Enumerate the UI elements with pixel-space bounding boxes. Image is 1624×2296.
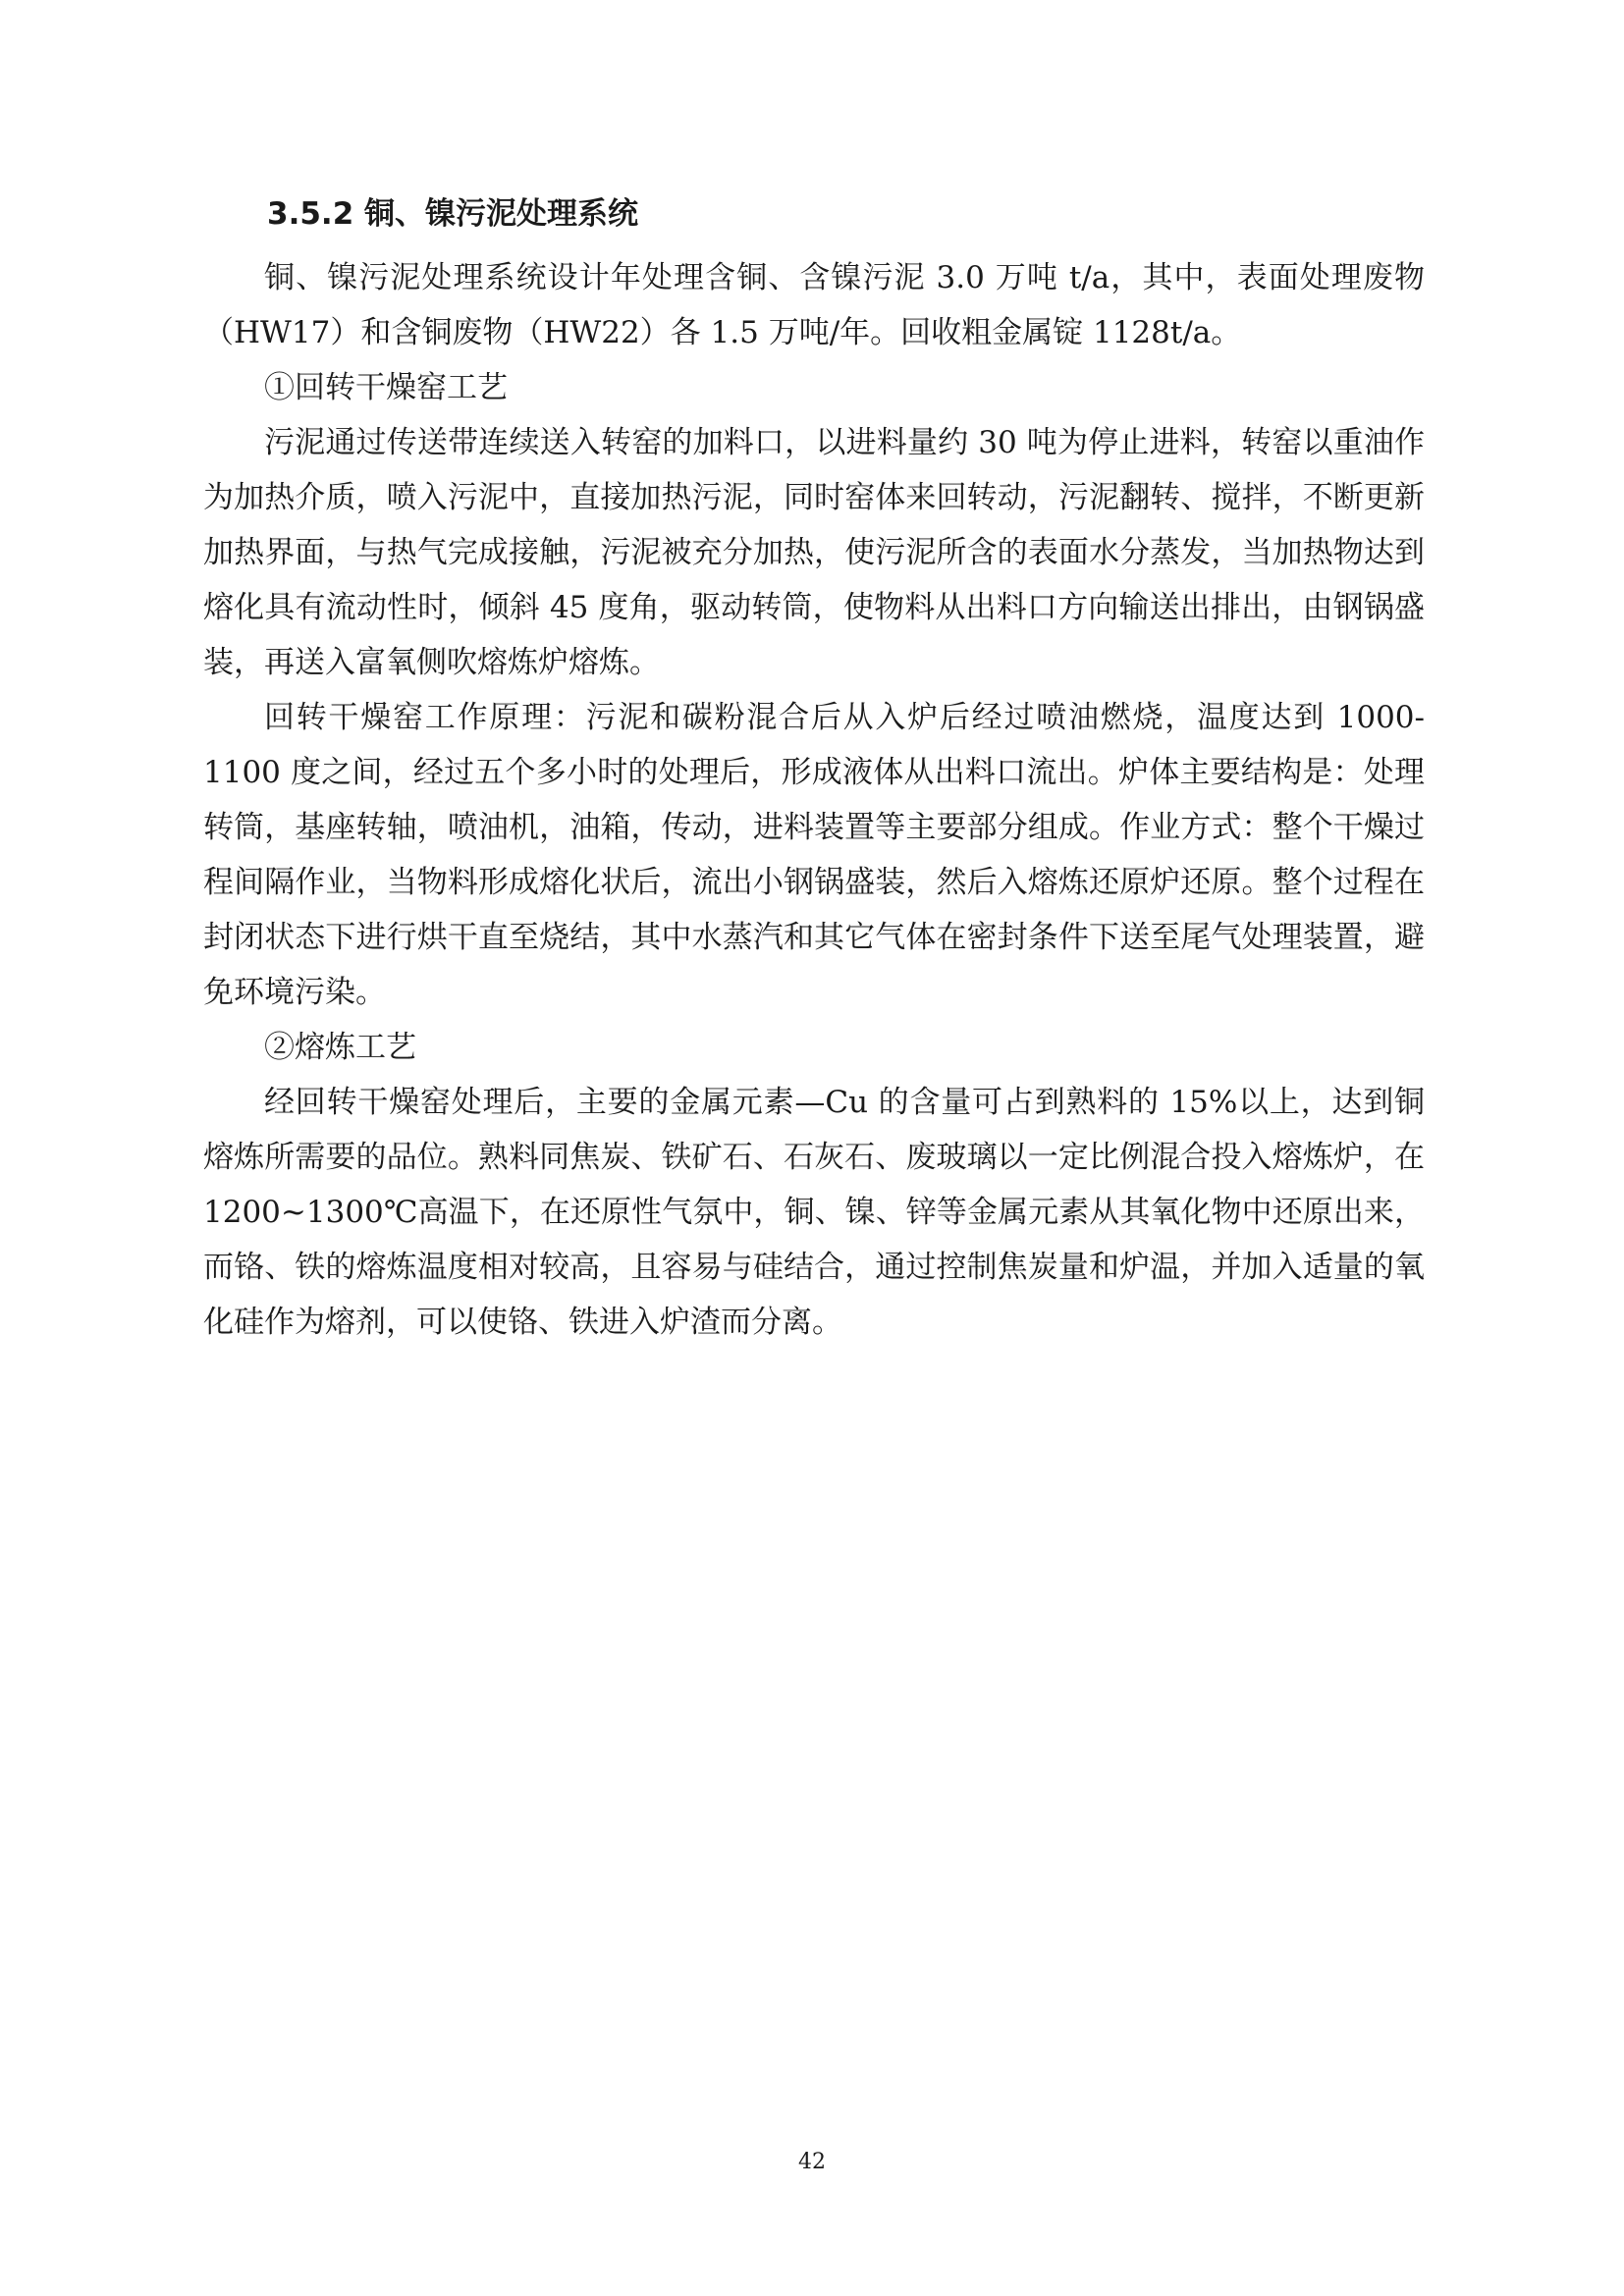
smelting-process-paragraph: 经回转干燥窑处理后，主要的金属元素—Cu 的含量可占到熟料的 15%以上，达到铜熔炼所需要的品位。熟料同焦炭、铁矿石、石灰石、废玻璃以一定比例混合投入熔炼炉，在 1200~1300℃高温下，在还原性气氛中，铜、镍、锌等金属元素从其氧化物中还原出来，而铬、铁的熔炼温度相对较高，且容易与硅结合，通过控制焦炭量和炉温，并加入适量的氧化硅作为熔剂，可以使铬、铁进入炉渣而分离。	[203, 1085, 1425, 1340]
subsection-title-smelting: ②熔炼工艺	[264, 1030, 416, 1065]
subsection-title-rotary-kiln: ①回转干燥窑工艺	[264, 370, 508, 405]
intro-paragraph: 铜、镍污泥处理系统设计年处理含铜、含镍污泥 3.0 万吨 t/a，其中，表面处理废物（HW17）和含铜废物（HW22）各 1.5 万吨/年。回收粗金属锭 1128t/a。	[203, 260, 1425, 350]
rotary-kiln-process-paragraph: 污泥通过传送带连续送入转窑的加料口，以进料量约 30 吨为停止进料，转窑以重油作为加热介质，喷入污泥中，直接加热污泥，同时窑体来回转动，污泥翻转、搅拌，不断更新加热界面，与热气完成接触，污泥被充分加热，使污泥所含的表面水分蒸发，当加热物达到熔化具有流动性时，倾斜 45 度角，驱动转筒，使物料从出料口方向输送出排出，由钢锅盛装，再送入富氧侧吹熔炼炉熔炼。	[203, 425, 1425, 680]
section-heading: 3.5.2 铜、镍污泥处理系统	[267, 196, 639, 232]
document-body	[203, 250, 1425, 1350]
rotary-kiln-principle-paragraph: 回转干燥窑工作原理：污泥和碳粉混合后从入炉后经过喷油燃烧，温度达到 1000-1100 度之间，经过五个多小时的处理后，形成液体从出料口流出。炉体主要结构是：处理转筒，基座转轴，喷油机，油箱，传动，进料装置等主要部分组成。作业方式：整个干燥过程间隔作业，当物料形成熔化状后，流出小钢锅盛装，然后入熔炼还原炉还原。整个过程在封闭状态下进行烘干直至烧结，其中水蒸汽和其它气体在密封条件下送至尾气处理装置，避免环境污染。	[203, 700, 1425, 1010]
page-number: 42	[798, 2150, 826, 2174]
